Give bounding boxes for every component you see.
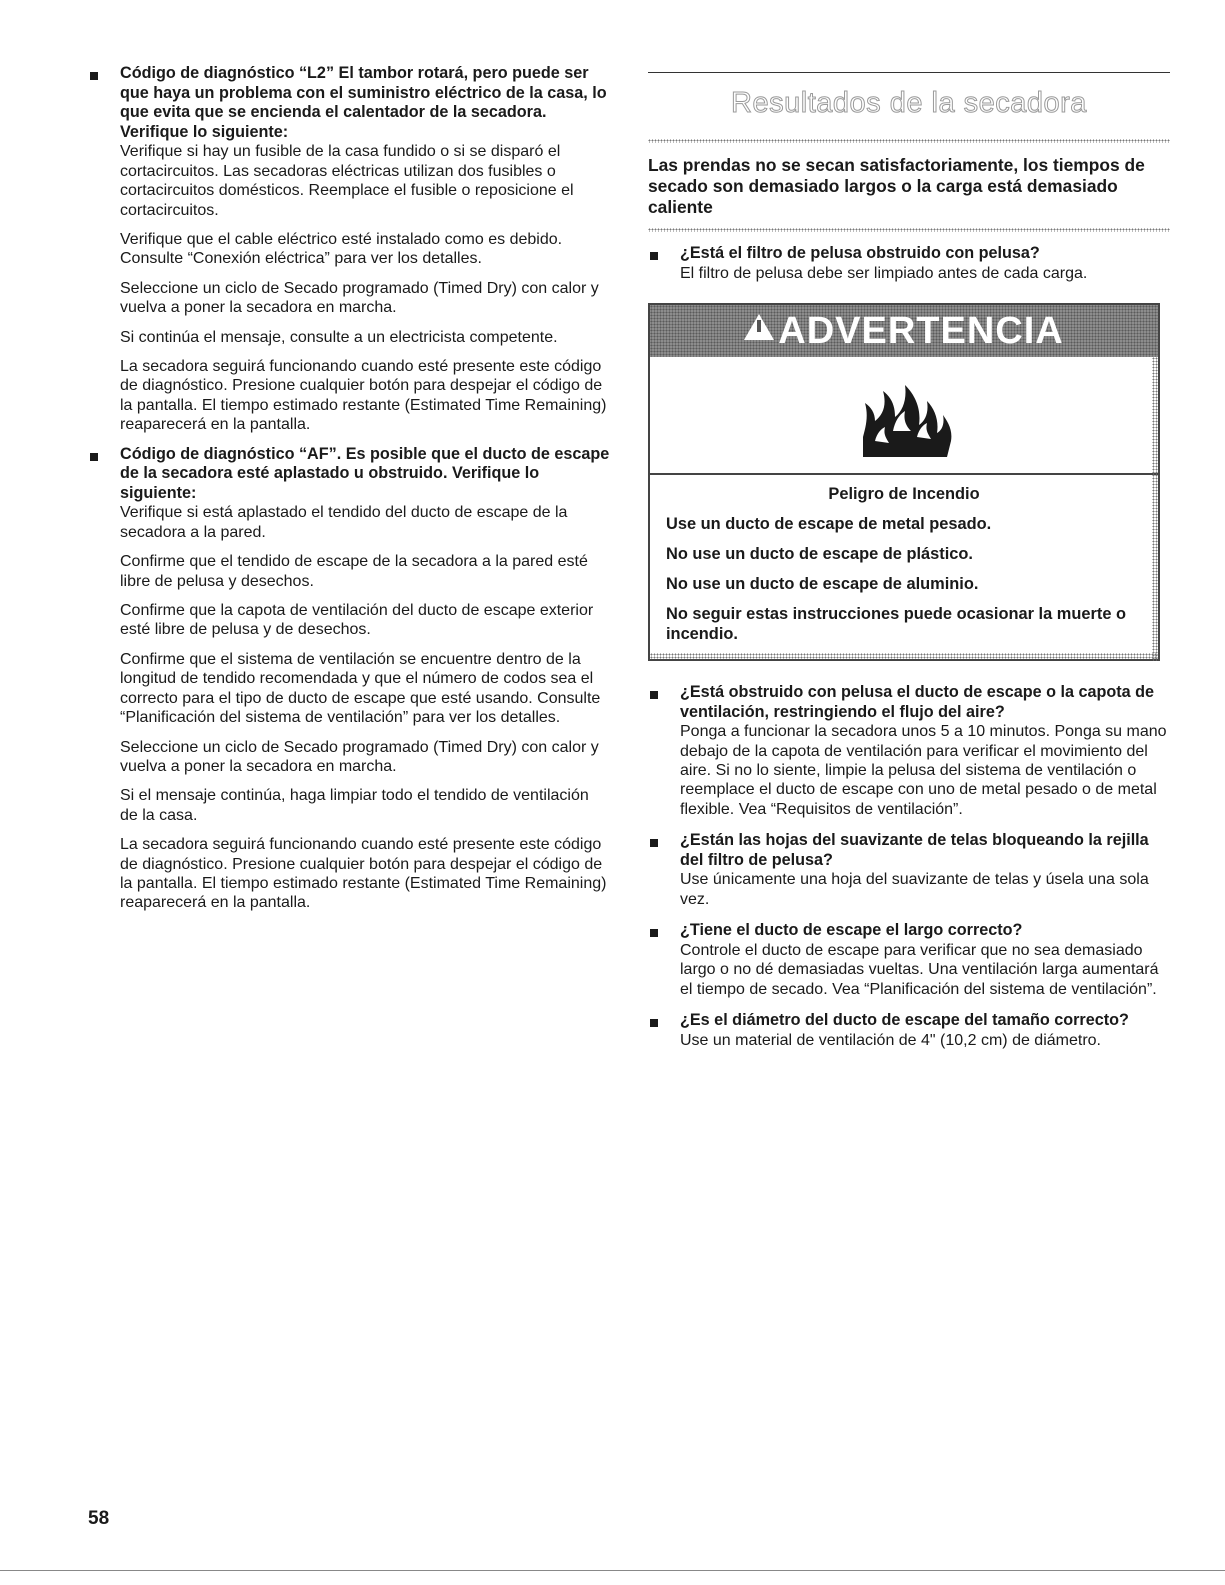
list-item: [88, 64, 610, 435]
paragraph: Confirme que la capota de ventilación del ducto de escape exterior esté libre de pelusa y de desechos.: [120, 602, 594, 639]
section-title: Resultados de la secadora: [731, 87, 1087, 119]
list-item: [88, 445, 610, 913]
list-item: [648, 921, 1170, 999]
problem-subheading: Las prendas no se secan satisfactoriamente, los tiempos de secado son demasiado largos o la carga está demasiado caliente: [648, 155, 1145, 217]
list-item: [648, 683, 1170, 819]
bottom-rule: [0, 1570, 1225, 1571]
item-heading: ¿Están las hojas del suavizante de telas bloqueando la rejilla del filtro de pelusa?: [680, 831, 1149, 869]
item-body: [120, 142, 610, 434]
dotted-divider: [648, 228, 1170, 232]
warning-icon-area: [650, 357, 1158, 475]
paragraph: La secadora seguirá funcionando cuando esté presente este código de diagnóstico. Presione cualquier botón para despejar el código de la pantalla. El tiempo estimado restante (Estimated Time Remaining) reaparecerá en la pantalla.: [120, 836, 607, 912]
warning-triangle-icon: [744, 314, 774, 340]
left-column: [88, 64, 610, 923]
item-body: [680, 870, 1170, 909]
paragraph: El filtro de pelusa debe ser limpiado antes de cada carga.: [680, 264, 1088, 282]
item-heading: ¿Está obstruido con pelusa el ducto de escape o la capota de ventilación, restringiendo el flujo del aire?: [680, 683, 1155, 721]
warning-line: No use un ducto de escape de plástico.: [666, 545, 973, 563]
item-body: [680, 941, 1170, 999]
item-heading: Código de diagnóstico “L2” El tambor rotará, pero puede ser que haya un problema con el suministro eléctrico de la casa, lo que evita que se encienda el calentador de la secadora. Verifique lo siguiente:: [120, 64, 607, 141]
warning-title: Peligro de Incendio: [828, 485, 980, 503]
paragraph: Confirme que el tendido de escape de la secadora a la pared esté libre de pelusa y desechos.: [120, 553, 588, 590]
item-body: [680, 1031, 1170, 1050]
list-item: [648, 244, 1170, 283]
paragraph: Seleccione un ciclo de Secado programado (Timed Dry) con calor y vuelva a poner la secadora en marcha.: [120, 279, 599, 317]
page-number: 58: [88, 1508, 110, 1529]
paragraph: Verifique si está aplastado el tendido del ducto de escape de la secadora a la pared.: [120, 504, 568, 541]
warning-line: No use un ducto de escape de aluminio.: [666, 575, 979, 593]
item-heading: Código de diagnóstico “AF”. Es posible que el ducto de escape de la secadora esté aplastado u obstruido. Verifique lo siguiente:: [120, 444, 610, 502]
paragraph: Si continúa el mensaje, consulte a un electricista competente.: [120, 328, 558, 346]
fire-icon: [855, 371, 955, 463]
paragraph: Confirme que el sistema de ventilación se encuentre dentro de la longitud de tendido recomendada y que el número de codos sea el correcto para el tipo de ducto de escape que esté usando. Consulte “Planificación del sistema de ventilación” para ver los detalles.: [120, 650, 601, 727]
warning-line: Use un ducto de escape de metal pesado.: [666, 515, 992, 533]
paragraph: Ponga a funcionar la secadora unos 5 a 10 minutos. Ponga su mano debajo de la capota de ventilación para verificar el movimiento del aire. Si no lo siente, limpie la pelusa del sistema de ventilación o reemplace el ducto de escape con uno de metal pesado o de metal flexible. Vea “Requisitos de ventilación”.: [680, 723, 1167, 818]
warning-banner: [650, 305, 1158, 357]
list-item: [648, 1011, 1170, 1050]
right-column: [648, 64, 1170, 1062]
list-item: [648, 831, 1170, 909]
paragraph: Verifique que el cable eléctrico esté instalado como es debido. Consulte “Conexión eléctrica” para ver los detalles.: [120, 231, 563, 268]
item-body: [680, 264, 1170, 283]
top-rule: [648, 72, 1170, 73]
paragraph: Use un material de ventilación de 4" (10,2 cm) de diámetro.: [680, 1031, 1101, 1049]
warning-banner-text: ADVERTENCIA: [778, 309, 1064, 352]
item-body: [680, 722, 1170, 819]
paragraph: Verifique si hay un fusible de la casa fundido o si se disparó el cortacircuitos. Las secadoras eléctricas utilizan dos fusibles o cortacircuitos domésticos. Reemplace el fusible o reposicione el cortacircuitos.: [120, 143, 574, 219]
item-heading: ¿Es el diámetro del ducto de escape del tamaño correcto?: [680, 1011, 1129, 1030]
paragraph: Seleccione un ciclo de Secado programado (Timed Dry) con calor y vuelva a poner la secadora en marcha.: [120, 738, 599, 775]
paragraph: Controle el ducto de escape para verificar que no sea demasiado largo o no dé demasiadas vueltas. Una ventilación larga aumentará el tiempo de secado. Vea “Planificación del sistema de ventilación”.: [680, 941, 1159, 998]
warning-shadow: [1152, 357, 1158, 661]
item-body: [120, 503, 610, 912]
warning-line: No seguir estas instrucciones puede ocasionar la muerte o incendio.: [666, 605, 1126, 643]
right-bullets: [648, 683, 1170, 1050]
paragraph: Use únicamente una hoja del suavizante de telas y úsela una sola vez.: [680, 871, 1149, 908]
warning-box: [648, 303, 1160, 661]
item-heading: ¿Está el filtro de pelusa obstruido con pelusa?: [680, 244, 1040, 262]
item-heading: ¿Tiene el ducto de escape el largo correcto?: [680, 921, 1023, 940]
paragraph: La secadora seguirá funcionando cuando esté presente este código de diagnóstico. Presione cualquier botón para despejar el código de la pantalla. El tiempo estimado restante (Estimated Time Remaining) reaparecerá en la pantalla.: [120, 358, 607, 434]
paragraph: Si el mensaje continúa, haga limpiar todo el tendido de ventilación de la casa.: [120, 787, 589, 824]
warning-shadow: [650, 653, 1158, 659]
dotted-divider: [648, 139, 1170, 143]
warning-text: [650, 477, 1158, 654]
